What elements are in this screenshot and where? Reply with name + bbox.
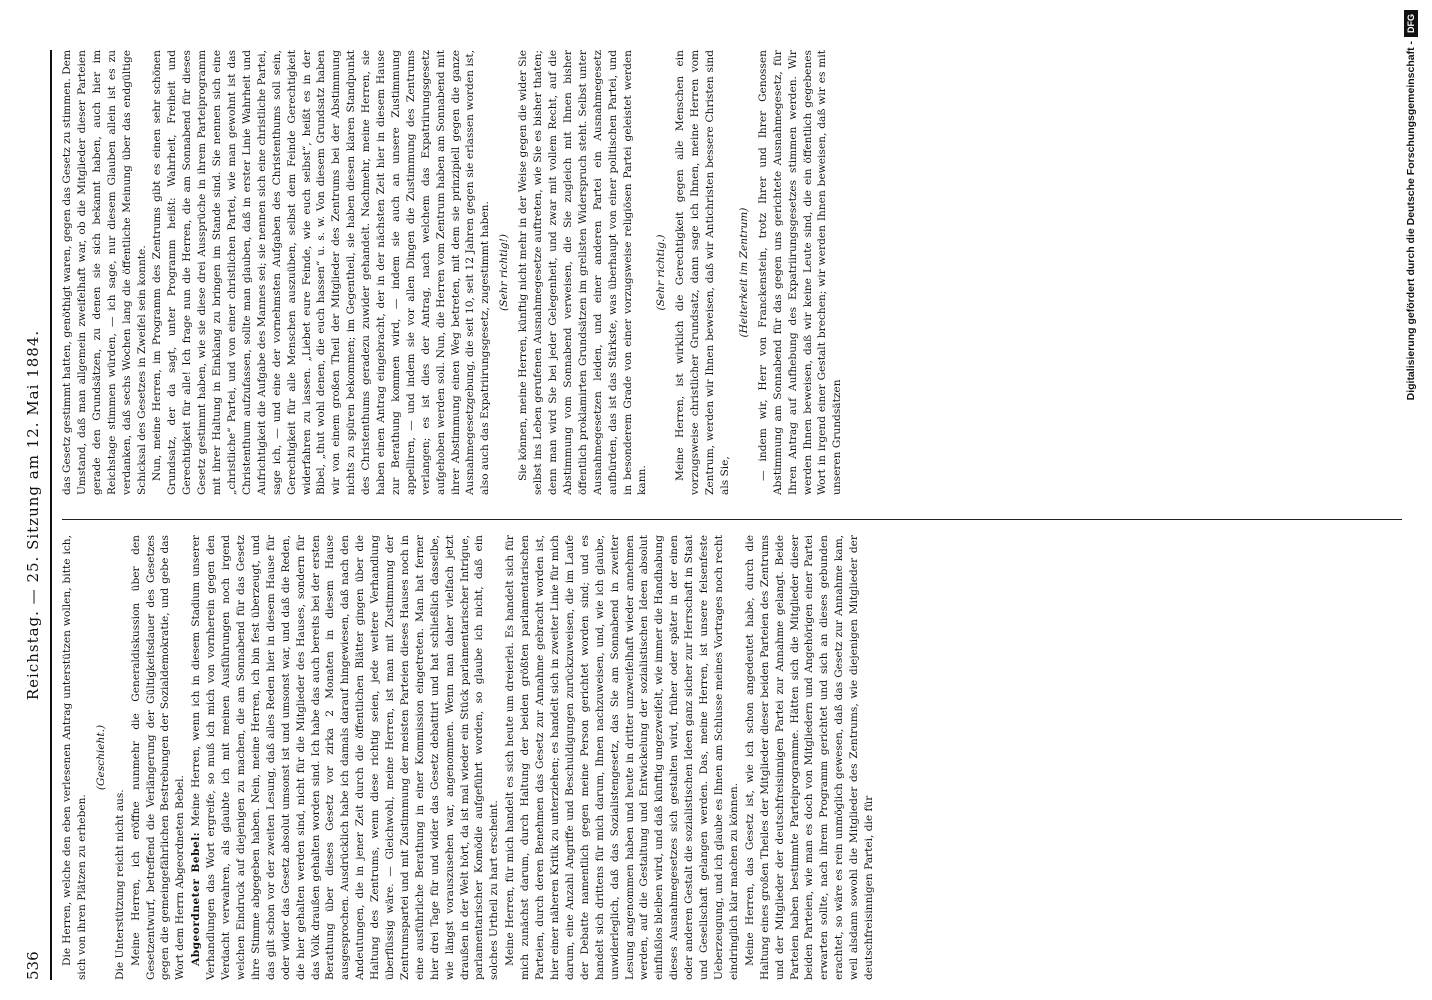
text-column-right xyxy=(60,50,1405,495)
page-header xyxy=(20,50,52,980)
paragraph: das Gesetz gestimmt hatten, genöthigt waren, gegen das Gesetz zu stimmen. Dem Umstand, daß man allgemein zweifelhaft war, ob die Mitglieder dieser Parteien gerade den Grundsätzen, zu denen sie sich bekannt haben, auch hier im Reichstage stimmen würden, — ich sage, nur diesem Glauben allein ist es zu verdanken, daß sechs Wochen lang die öffentliche Meinung über das endgültige Schicksal des Gesetzes in Zweifel sein konnte. xyxy=(61,50,148,495)
paragraph: — indem wir, Herr von Franckenstein, trotz Ihrer und Ihrer Genossen Abstimmung am Sonnabend für das gegen uns gerichtete Ausnahmegesetz, für Ihren Antrag auf Aufhebung des Expatriirungsgesetzes stimmen werden. Wir werden Ihnen beweisen, daß wir keine Leute sind, die ein öffentlich gegebenes Wort in irgend einer Gestalt brechen; wir werden Ihnen beweisen, daß wir es mit unseren Grundsätzen xyxy=(756,50,844,495)
interjection: (Sehr richtig!) xyxy=(498,234,511,311)
speech-text: Meine Herren, wenn ich in diesem Stadium unserer Verhandlungen das Wort ergreife, so muß ich mich von vornherein gegen den Verdacht verwahren, als glaubte ich mit meinen Ausführungen noch irgend welchen Eindruck auf diejenigen zu machen, die am Sonnabend für das Gesetz ihre Stimme abgegeben haben. Nein, meine Herren, ich bin fest überzeugt, und das gilt schon vor der zweiten Lesung, daß alles Reden hier in diesem Hause für oder wider das Gesetz absolut umsonst ist und umsonst war, und daß die Reden, die hier gehalten werden sind, nicht für die Mitglieder des Hauses, sondern für das Volk draußen gehalten worden sind. Ich habe das auch bereits bei der ersten Berathung über dieses Gesetz vor zirka 2 Monaten in diesem Hause ausgesprochen. Ausdrücklich habe ich damals darauf hingewiesen, daß nach den Andeutungen, die in jener Zeit durch die öffentlichen Blätter gingen über die Haltung des Zentrums, wenn diese richtig seien, jede weitere Verhandlung überflüssig wäre. — Gleichwohl, meine Herren, ist man mit Zustimmung der Zentrumspartei und mit Zustimmung der meisten Parteien dieses Hauses noch in eine ausführliche Berathung in einer Kommission eingetreten. Man hat ferner hier drei Tage für und wider das Gesetz debattirt und hat schließlich dasselbe, wie längst vorauszusehen war, angenommen. Wenn man daher vielfach jetzt draußen in der Welt hört, da ist mal wieder ein Stück parlamentarischer Intrigue, parlamentarischer Komödie aufgeführt worden, so glaube ich nicht, daß ein solches Urtheil zu hart erscheint. xyxy=(190,535,501,980)
paragraph: Meine Herren, ich eröffne nunmehr die Generaldiskussion über den Gesetzentwurf, betreffend die Verlängerung der Gültigkeitsdauer des Gesetzes gegen die gemeingefährlichen Bestrebungen der Sozialdemokratie, und gebe das Wort dem Herrn Abgeordneten Bebel. xyxy=(129,535,187,980)
paragraph: Die Unterstützung reicht nicht aus. xyxy=(113,789,126,980)
interjection: (Sehr richtig.) xyxy=(655,234,668,311)
paragraph: Nun, meine Herren, im Programm des Zentrums gibt es einen sehr schönen Grundsatz, der da sagt, unter Programm heißt: Wahrheit, Freiheit und Gerechtigkeit für alle! Ich frage nun die Herren, die am Sonnabend für dieses Gesetz gestimmt haben, wie sie diese drei Aussprüche in ihrem Parteiprogramm mit ihrer Haltung in Einklang zu bringen im Stande sind. Sie nennen sich eine „christliche“ Partei, und von einer christlichen Partei, wie man gewohnt ist das Christenthum aufzufassen, sollte man glauben, daß in erster Linie Wahrheit und Aufrichtigkeit die Aufgabe des Mannes sei; sie nennen sich eine christliche Partei, sage ich, — und eine der vornehmsten Aufgaben des Christenthums soll sein, Gerechtigkeit für alle Menschen auszuüben, selbst dem Feinde Gerechtigkeit widerfahren zu lassen. „Liebet eure Feinde, wie euch selbst“, heißt es in der Bibel, „thut wohl denen, die euch hassen“ u. s. w. Von diesem Grundsatz haben wir von einem großen Theil der Mitglieder des Zentrums bei der Abstimmung nichts zu spüren bekommen; im Gegentheil, sie haben diesen klaren Standpunkt des Christenthums geradezu zuwider gehandelt. Nachmehr, meine Herren, sie haben einen Antrag eingebracht, der in der nächsten Zeit hier in diesem Hause zur Berathung kommen wird, — indem sie auch an unsere Zustimmung appelliren, — und indem sie vor allen Dingen die Zustimmung des Zentrums verlangen; es ist dies der Antrag, nach welchem das Expatriirungsgesetz aufgehoben werden soll. Nun, die Herren vom Zentrum haben am Sonnabend mit ihrer Abstimmung einen Weg betreten, mit dem sie prinzipiell gegen die ganze Ausnahmegesetzgebung, die seit 10, seit 12 Jahren gegen sie erlassen worden ist, also auch das Expatriirungsgesetz, zugestimmt haben. xyxy=(151,50,492,495)
interjection: (Heiterkeit im Zentrum) xyxy=(737,207,750,338)
page-number: 536 xyxy=(24,951,42,980)
paragraph: Meine Herren, das Gesetz ist, wie ich schon angedeutet habe, durch die Haltung eines großen Theiles der Mitglieder dieser beiden Parteien des Zentrums und der Mitglieder der deutschfreisinnigen Partei zur Annahme gelangt. Beide Parteien haben bestimmte Parteiprogramme. Hätten sich die Mitglieder dieser beiden Parteien, wie man es doch von Mitgliedern und Angehörigen einer Partei erwarten sollte, nach ihrem Programm gerichtet und sich an dieses gebunden erachtet, so wäre es rein unmöglich gewesen, daß das Gesetz zur Annahme kam, weil alsdann sowohl die Mitglieder des Zentrums, wie diejenigen Mitglieder der deutschfreisinnigen Partei, die für xyxy=(743,535,876,980)
text-column-left xyxy=(60,535,1405,980)
column-divider xyxy=(62,519,1402,520)
paragraph: Sie können, meine Herren, künftig nicht mehr in der Weise gegen die wider Sie selbst ins Leben gerufenen Ausnahmegesetze auftreten, wie Sie es bisher thaten; denn man wird Sie bei jeder Gelegenheit, und zwar mit vollem Recht, auf die Abstimmung vom Sonnabend verweisen, die Sie zugleich mit Ihnen bisher öffentlich proklamirten Grundsätzen im grellsten Widerspruch steht. Selbst unter Ausnahmegesetzen leiden, und einer anderen Partei ein Ausnahmegesetz aufbürden, das ist das Stärkste, was überhaupt von einer politischen Partei, und in besonderem Grade von einer vorzugsweise religiösen Partei geleistet werden kann. xyxy=(517,50,649,495)
credit-text: Digitalisierung gefördert durch die Deutsche Forschungsgemeinschaft - xyxy=(1405,41,1417,401)
paragraph: Meine Herren, ist wirklich die Gerechtigkeit gegen alle Menschen ein vorzugsweise christlicher Grundsatz, dann sage ich Ihnen, meine Herren vom Zentrum, werden wir Ihnen beweisen, daß wir Antichristen bessere Christen sind als Sie, xyxy=(674,50,731,495)
paragraph: Die Herren, welche den eben verlesenen Antrag unterstützen wollen, bitte ich, sich von ihren Plätzen zu erheben. xyxy=(61,535,88,980)
running-title: Reichstag. — 25. Sitzung am 12. Mai 1884. xyxy=(24,329,42,701)
digitization-credit xyxy=(1396,10,1426,970)
dfg-logo: DFG xyxy=(1404,10,1418,37)
speech-paragraph xyxy=(189,535,502,980)
paragraph: Meine Herren, für mich handelt es sich heute um dreierlei. Es handelt sich für mich zunächst darum, durch Haltung der beiden größten parlamentarischen Parteien, durch deren Benehmen das Gesetz zur Annahme gebracht worden ist, hier einer näheren Kritik zu unterziehen; es handelt sich in zweiter Linie für mich darum, eine Anzahl Angriffe und Beschuldigungen zurückzuweisen, die im Laufe der Debatte namentlich gegen meine Person gerichtet worden sind; und es handelt sich drittens für mich darum, Ihnen nachzuweisen, und, wie ich glaube, unwiderleglich, daß das Sozialistengesetz, das Sie am Sonnabend in zweiter Lesung angenommen haben und heute in dritter unzweifelhaft wieder annehmen werden, auf die Gestaltung und Entwickelung der sozialistischen Ideen absolut einflußlos bleiben wird, und daß künftig ungezweifelt, wie immer die Handhabung dieses Ausnahmegesetzes sich gestalten wird, früher oder später in der einen oder anderen Gestalt die sozialistischen Ideen ganz sicher zur Herrschaft in Staat und Gesellschaft gelangen werden. Das, meine Herren, ist unsere felsenfeste Ueberzeugung, und ich glaube es Ihnen am Schlusse meines Vortrages noch recht eindringlich klar machen zu können. xyxy=(504,535,740,980)
speaker-name: Abgeordneter Bebel: xyxy=(190,831,203,966)
interjection: (Geschieht.) xyxy=(94,724,107,791)
